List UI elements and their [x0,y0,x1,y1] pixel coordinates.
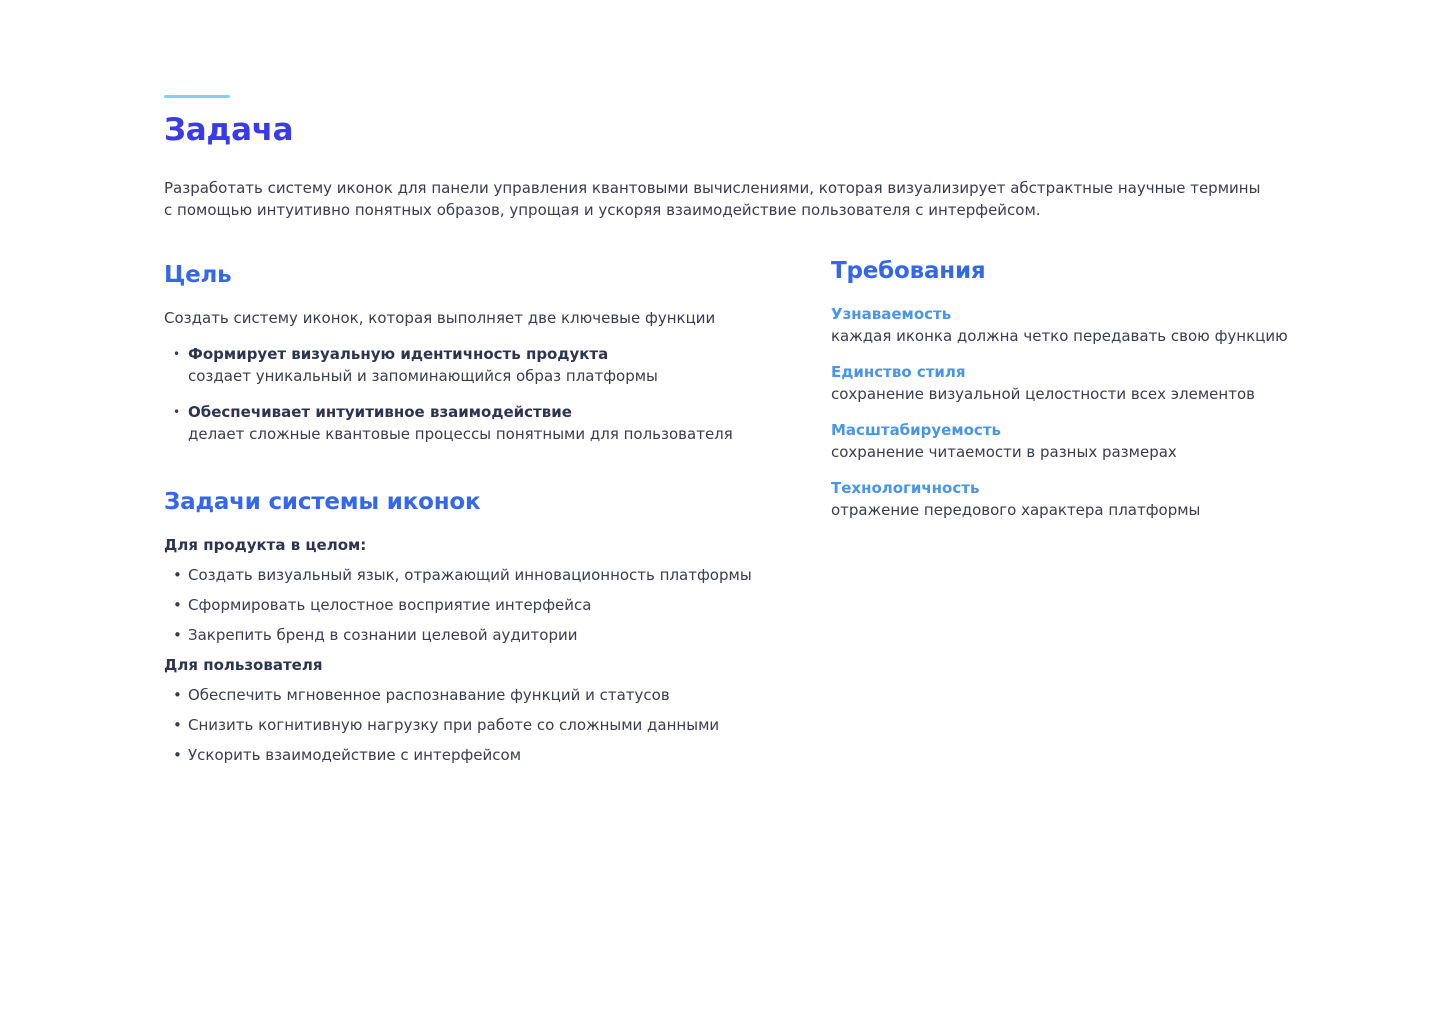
list-item-text: Сформировать целостное восприятие интерфейса [188,596,592,614]
bullet: • [173,566,182,584]
goal-item-title: Обеспечивает интуитивное взаимодействие [188,403,572,421]
requirement-item [831,477,1351,521]
tasks-group-label: Для продукта в целом: [164,536,367,554]
requirement-name: Единство стиля [831,363,966,381]
tasks-heading: Задачи системы иконок [164,489,481,515]
bullet: • [173,716,182,734]
goal-list [164,343,784,459]
bullet: • [173,686,182,704]
tasks-block [164,534,804,774]
list-item [164,684,804,714]
requirement-item [831,361,1351,405]
list-item-text: Закрепить бренд в сознании целевой аудитории [188,626,578,644]
list-item [164,714,804,744]
bullet: • [173,626,182,644]
list-item [164,624,804,654]
goal-item-title: Формирует визуальную идентичность продукта [188,345,609,363]
requirement-item [831,303,1351,347]
intro-paragraph [164,177,1284,221]
bullet: • [173,347,181,361]
requirement-desc: отражение передового характера платформы [831,501,1201,519]
page-title: Задача [164,112,294,148]
bullet: • [173,596,182,614]
goal-heading: Цель [164,262,232,288]
intro-line: с помощью интуитивно понятных образов, упрощая и ускоряя взаимодействие пользователя с интерфейсом. [164,201,1041,219]
tasks-group-list [164,564,804,654]
list-item [164,744,804,774]
list-item [164,594,804,624]
requirement-desc: каждая иконка должна четко передавать свою функцию [831,327,1288,345]
list-item [164,564,804,594]
tasks-group-label: Для пользователя [164,656,323,674]
bullet: • [173,746,182,764]
goal-item-desc: делает сложные квантовые процессы понятными для пользователя [188,425,733,443]
requirement-name: Узнаваемость [831,305,952,323]
tasks-group-list [164,684,804,774]
requirements-heading: Требования [831,258,986,284]
goal-item [164,401,784,445]
requirement-desc: сохранение читаемости в разных размерах [831,443,1177,461]
list-item-text: Снизить когнитивную нагрузку при работе со сложными данными [188,716,720,734]
goal-item [164,343,784,387]
title-accent-line [164,95,230,98]
list-item-text: Создать визуальный язык, отражающий инновационность платформы [188,566,752,584]
requirement-item [831,419,1351,463]
goal-text: Создать систему иконок, которая выполняет две ключевые функции [164,309,716,327]
goal-item-desc: создает уникальный и запоминающийся образ платформы [188,367,658,385]
requirement-name: Масштабируемость [831,421,1001,439]
bullet: • [173,405,181,419]
requirements-list [831,303,1351,535]
list-item-text: Ускорить взаимодействие с интерфейсом [188,746,522,764]
intro-line: Разработать систему иконок для панели управления квантовыми вычислениями, которая визуализирует абстрактные научные термины [164,179,1261,197]
requirement-name: Технологичность [831,479,980,497]
list-item-text: Обеспечить мгновенное распознавание функций и статусов [188,686,670,704]
requirement-desc: сохранение визуальной целостности всех элементов [831,385,1255,403]
